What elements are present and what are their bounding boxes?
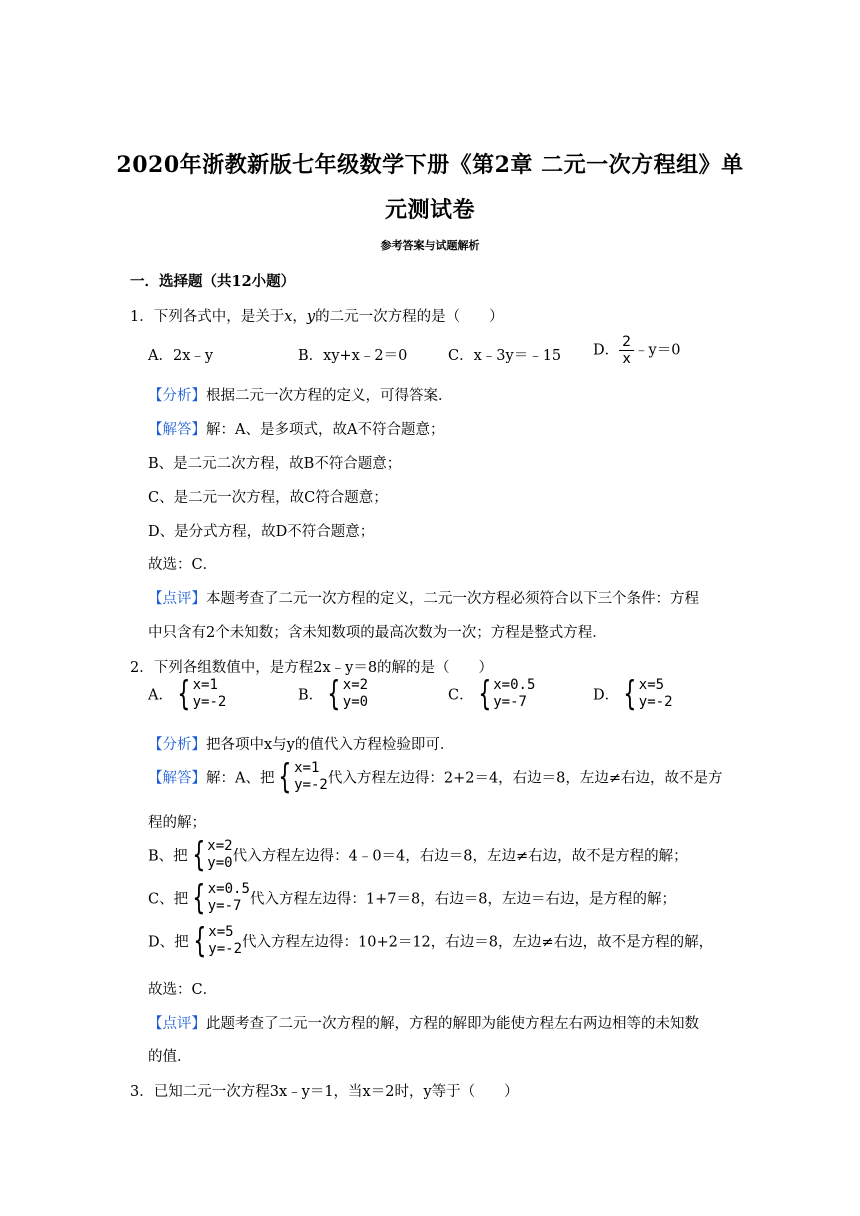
fraction-denominator: x xyxy=(622,351,631,367)
equation-y: y=0 xyxy=(207,855,233,871)
equation-x: x=0.5 xyxy=(493,677,536,693)
q1-solution xyxy=(148,418,444,439)
q1-option-c: C．x﹣3y＝﹣15 xyxy=(448,348,562,364)
analysis-tag: 【分析】 xyxy=(148,737,206,753)
brace-icon: { xyxy=(278,757,292,797)
q1-var-x: x xyxy=(284,309,293,325)
document-title-line-2: 元测试卷 xyxy=(384,197,475,223)
equation-y: y=-2 xyxy=(208,941,242,957)
comment-text: 此题考查了二元一次方程的解，方程的解即为能使方程左右两边相等的未知数 xyxy=(206,1016,699,1032)
q1-stem-text: 1．下列各式中，是关于 xyxy=(130,309,285,325)
section-heading: 一．选择题（共12小题） xyxy=(130,273,296,290)
document-subtitle: 参考答案与试题解析 xyxy=(380,239,480,252)
solution-text: 解：A、把 xyxy=(206,770,275,787)
q1-option-d xyxy=(593,334,680,367)
q2-choice: 故选：C． xyxy=(148,982,218,998)
solution-b-post: 代入方程左边得：4﹣0＝4，右边＝8，左边≠右边，故不是方程的解； xyxy=(232,848,688,865)
q2-stem: 2．下列各组数值中，是方程2x﹣y＝8的解的是（ ） xyxy=(130,660,494,676)
equation-system xyxy=(188,878,250,918)
equation-y: y=-7 xyxy=(207,898,242,914)
solution-text: 解：A、是多项式，故A不符合题意； xyxy=(206,422,445,438)
brace-icon: { xyxy=(623,674,637,714)
q2-comment-cont: 的值． xyxy=(148,1049,192,1065)
q2-option-d-label: D． xyxy=(593,687,620,704)
q2-solution-c xyxy=(148,878,676,918)
q1-stem xyxy=(130,305,504,326)
q3-stem: 3．已知二元一次方程3x﹣y＝1，当x＝2时，y等于（ ） xyxy=(130,1084,519,1100)
equation-x: x=5 xyxy=(208,924,234,940)
q2-solution-b xyxy=(148,835,688,875)
equation-system xyxy=(323,674,369,714)
solution-c-pre: C、把 xyxy=(148,891,189,908)
q1-solution-d: D、是分式方程，故D不符合题意； xyxy=(148,524,375,540)
equation-y: y=0 xyxy=(342,694,369,710)
q1-comment-cont: 中只含有2个未知数；含未知数项的最高次数为一次；方程是整式方程． xyxy=(148,625,607,641)
q2-option-a-label: A． xyxy=(148,687,173,704)
q2-solution-a xyxy=(148,757,723,797)
q1-solution-c: C、是二元一次方程，故C符合题意； xyxy=(148,490,388,506)
solution-b-pre: B、把 xyxy=(148,848,188,865)
analysis-tag: 【分析】 xyxy=(148,388,206,404)
q2-option-a xyxy=(148,674,227,714)
equation-y: y=-2 xyxy=(638,694,673,710)
solution-text-cont: 代入方程左边得：2+2＝4，右边＝8，左边≠右边，故不是方 xyxy=(327,770,723,787)
q1-sep: ， xyxy=(292,309,307,325)
q1-var-y: y xyxy=(306,309,316,325)
q1-option-a: A．2x﹣y xyxy=(148,348,214,364)
solution-c-post: 代入方程左边得：1+7＝8，右边＝8，左边＝右边，是方程的解； xyxy=(249,891,676,908)
analysis-text: 把各项中x与y的值代入方程检验即可． xyxy=(206,737,455,753)
equation-system xyxy=(474,674,536,714)
q2-option-b xyxy=(298,674,369,714)
brace-icon: { xyxy=(191,835,205,875)
brace-icon: { xyxy=(477,674,491,714)
solution-tag: 【解答】 xyxy=(148,770,206,787)
comment-tag: 【点评】 xyxy=(148,1016,206,1032)
brace-icon: { xyxy=(192,878,206,918)
equation-y: y=-7 xyxy=(493,694,527,710)
equation-x: x=5 xyxy=(638,677,665,693)
equation-x: x=2 xyxy=(342,677,369,693)
q2-analysis xyxy=(148,733,454,754)
q1-stem-end: 的二元一次方程的是（ ） xyxy=(315,309,504,325)
equation-system xyxy=(274,757,328,797)
fraction-numerator: 2 xyxy=(619,334,634,351)
document-title-line-1: 2020年浙教新版七年级数学下册《第2章 二元一次方程组》单 xyxy=(116,152,744,178)
q1-solution-b: B、是二元二次方程，故B不符合题意； xyxy=(148,456,402,472)
equation-system xyxy=(189,921,242,961)
q1-option-b: B．xy+x﹣2＝0 xyxy=(298,348,408,364)
analysis-text: 根据二元一次方程的定义，可得答案． xyxy=(206,388,453,404)
equation-y: y=-2 xyxy=(294,777,328,793)
q1-option-d-label: D． xyxy=(593,342,620,359)
q1-option-d-rest: ﹣y＝0 xyxy=(634,342,681,359)
q2-option-c xyxy=(448,674,536,714)
q2-option-b-label: B． xyxy=(298,687,324,704)
solution-tag: 【解答】 xyxy=(148,422,206,438)
equation-x: x=2 xyxy=(207,838,233,854)
q1-analysis xyxy=(148,384,453,405)
equation-system xyxy=(188,835,233,875)
q2-comment xyxy=(148,1012,699,1033)
equation-y: y=-2 xyxy=(192,694,227,710)
solution-d-pre: D、把 xyxy=(148,934,189,951)
equation-x: x=1 xyxy=(294,760,320,776)
equation-system xyxy=(619,674,673,714)
solution-d-post: 代入方程左边得：10+2＝12，右边＝8，左边≠右边，故不是方程的解， xyxy=(242,934,714,951)
q2-option-c-label: C． xyxy=(448,687,474,704)
q2-option-d xyxy=(593,674,673,714)
comment-tag: 【点评】 xyxy=(148,591,206,607)
equation-x: x=0.5 xyxy=(207,881,250,897)
comment-text: 本题考查了二元一次方程的定义，二元一次方程必须符合以下三个条件：方程 xyxy=(206,591,699,607)
brace-icon: { xyxy=(327,674,341,714)
q2-solution-d xyxy=(148,921,714,961)
q1-option-d-fraction xyxy=(619,334,634,367)
q1-comment xyxy=(148,587,699,608)
q2-solution-a-cont: 程的解； xyxy=(148,815,206,831)
brace-icon: { xyxy=(192,921,206,961)
brace-icon: { xyxy=(177,674,191,714)
q1-choice: 故选：C． xyxy=(148,557,218,573)
equation-system xyxy=(173,674,227,714)
equation-x: x=1 xyxy=(192,677,218,693)
